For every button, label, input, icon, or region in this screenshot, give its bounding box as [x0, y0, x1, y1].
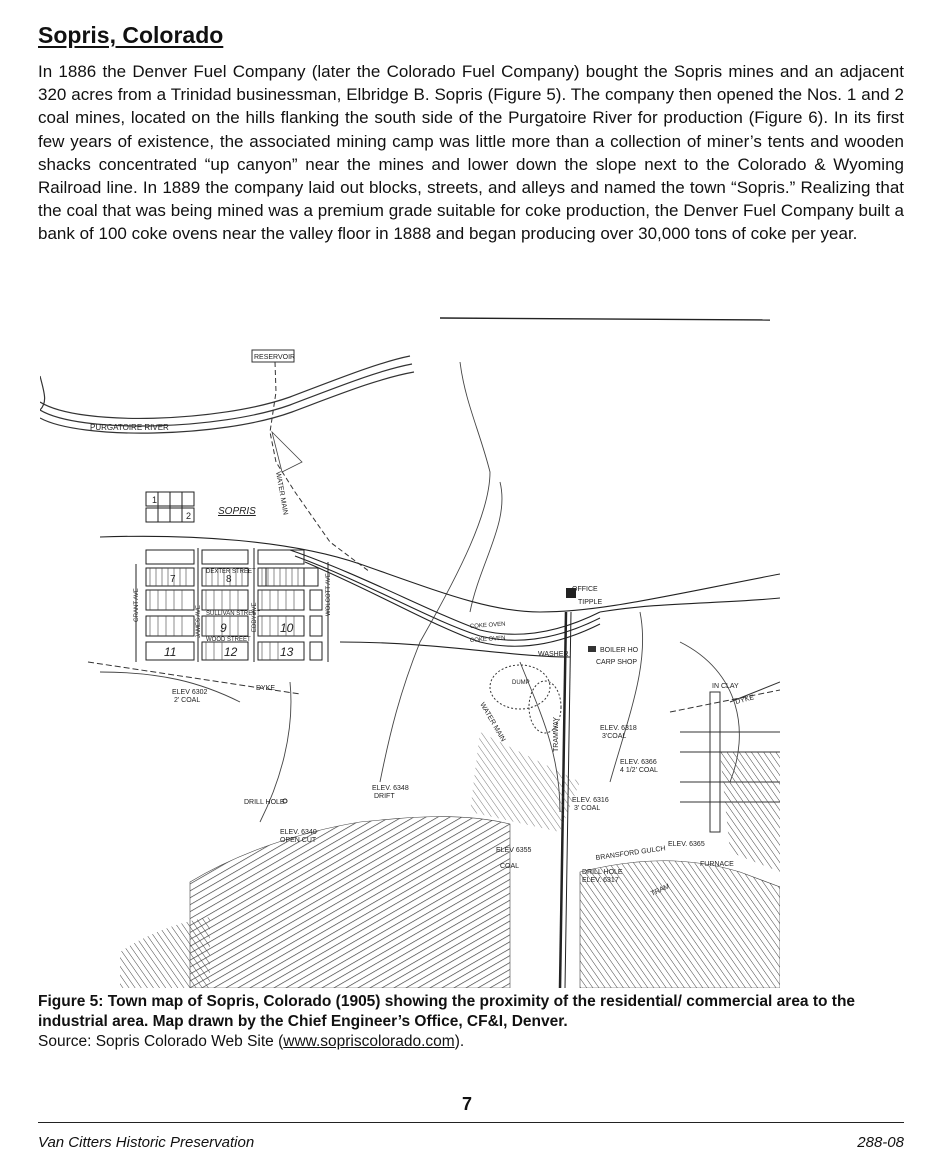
map-label: DYKE — [256, 685, 276, 692]
map-label: TRAMWAY — [553, 717, 560, 752]
map-label: BOILER HO — [600, 647, 639, 654]
page-number: 7 — [461, 1094, 472, 1114]
source-suffix: ). — [454, 1033, 465, 1050]
map-label: BRANSFORD GULCH — [595, 845, 666, 862]
map-label: EDDY AVE — [252, 602, 258, 632]
map-label: FURNACE — [700, 861, 734, 868]
map-label: ELEV. 6366 — [620, 759, 657, 766]
footer-document-number: 288-08 — [857, 1134, 904, 1151]
map-label: DUMP — [512, 680, 530, 686]
block-label: 10 — [280, 621, 294, 635]
block-label: 2 — [186, 511, 192, 521]
map-label: SOPRIS — [218, 506, 256, 517]
source-prefix: Source: Sopris Colorado Web Site ( — [38, 1033, 284, 1050]
map-label: DRILL HOLE — [582, 869, 623, 876]
map-label: COKE OVEN — [469, 621, 506, 630]
map-label: WASHER — [538, 651, 569, 658]
map-label: IN CLAY — [712, 683, 739, 690]
map-label: JAMES AVE — [196, 605, 202, 638]
map-label: WOLCOTT AVE — [326, 573, 332, 616]
map-label: 3' COAL — [574, 805, 601, 812]
map-label: 4 1/2' COAL — [620, 767, 658, 774]
block-label: 12 — [224, 645, 238, 659]
source-link[interactable]: www.sopriscolorado.com — [283, 1033, 455, 1050]
sopris-town-map — [40, 312, 780, 988]
map-label: ELEV 6355 — [496, 847, 532, 854]
map-label: PURGATOIRE RIVER — [90, 423, 169, 432]
map-label: RESERVOIR — [254, 354, 296, 361]
map-label: OPEN CUT — [280, 837, 317, 844]
map-label: ELEV. 6317 — [582, 877, 619, 884]
section-title: Sopris, Colorado — [38, 22, 224, 48]
purgatoire-river — [40, 356, 414, 433]
map-label: WATER MAIN — [478, 701, 507, 744]
map-label: ELEV 6302 — [172, 689, 208, 696]
map-label: WOOD STREET — [206, 637, 251, 643]
map-label: 2' COAL — [174, 697, 201, 704]
map-label: ELEV. 6340 — [280, 829, 317, 836]
map-label: TIPPLE — [578, 599, 603, 606]
block-label: 8 — [226, 574, 232, 585]
intro-paragraph: In 1886 the Denver Fuel Company (later the Colorado Fuel Company) bought the Sopris mines and an adjacent 320 acres from a Trinidad businessman, Elbridge B. Sopris (Figure 5). The company then opened the Nos. 1 and 2 coal mines, located on the hills flanking the south side of the Purgatoire River for production (Figure 6). In its first few years of existence, the associated mining camp was little more than a collection of miner’s tents and wooden shacks concentrated “up canyon” near the mines and lower down the slope next to the Colorado & Wyoming Railroad line. In 1889 the company laid out blocks, streets, and alleys and named the town “Sopris.” Realizing that the coal that was being mined was a premium grade suitable for coke production, the Denver Fuel Company built a bank of 100 coke ovens near the valley floor in 1888 and began producing over 30,000 tons of coke per year. — [38, 62, 904, 244]
block-label: 13 — [280, 645, 294, 659]
map-label: ELEV. 6316 — [572, 797, 609, 804]
map-label: COAL — [500, 863, 520, 870]
map-label: CARP SHOP — [596, 659, 638, 666]
map-label: OFFICE — [572, 586, 598, 593]
block-label: 1 — [152, 495, 158, 505]
map-label: DEXTER STREET — [206, 569, 256, 575]
block-label: 11 — [164, 645, 177, 659]
map-label: ELEV. 6348 — [372, 785, 409, 792]
map-label: 3'COAL — [602, 733, 627, 740]
map-label: COKE OVEN — [469, 635, 506, 644]
footer-organization: Van Citters Historic Preservation — [38, 1134, 255, 1151]
block-label: 7 — [170, 574, 176, 585]
map-label: TRAM — [649, 883, 671, 898]
map-label: DRIFT — [374, 793, 395, 800]
map-label: DRILL HOLE — [244, 799, 285, 806]
map-label: WATER MAIN — [274, 471, 289, 516]
block-label: 9 — [220, 621, 227, 635]
figure-caption — [38, 992, 904, 1052]
footer-divider — [38, 1122, 904, 1123]
map-label: SULLIVAN STREET — [206, 611, 260, 617]
map-label: GRANT AVE — [134, 588, 140, 622]
caption-text: Figure 5: Town map of Sopris, Colorado (1905) showing the proximity of the residential/ commercial area to the industrial area. Map drawn by the Chief Engineer’s Office, CF&I, Denver. — [38, 993, 856, 1030]
map-label: DYKE — [734, 694, 755, 706]
map-label: ELEV. 6365 — [668, 841, 705, 848]
map-label: ELEV. 6318 — [600, 725, 637, 732]
